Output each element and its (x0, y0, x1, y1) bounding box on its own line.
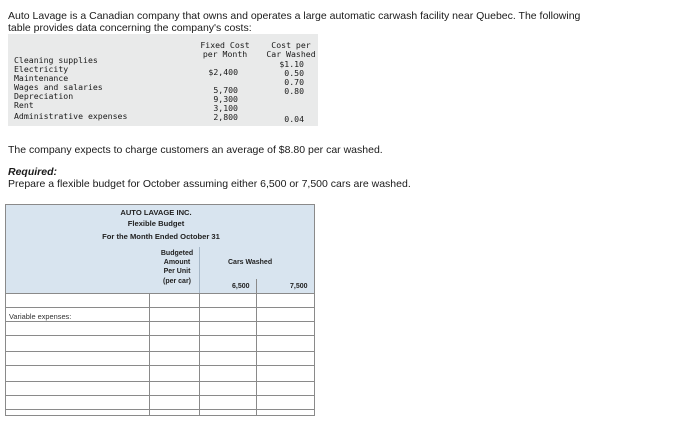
cost-row-label: Administrative expenses (14, 111, 128, 121)
budget-input-cell[interactable] (6, 352, 149, 364)
cost-row-per-car: $1.10 (279, 59, 304, 69)
budget-input-cell[interactable] (6, 322, 149, 334)
fixed-cost-header-line1: Fixed Cost (200, 40, 250, 50)
cost-row-per-car: 0.50 (284, 68, 304, 78)
budget-input-cell[interactable] (6, 396, 149, 408)
fixed-cost-header (200, 41, 250, 59)
cost-per-car-header (262, 41, 320, 59)
cost-row-label: Depreciation (14, 91, 74, 101)
cost-row-per-car: 0.04 (284, 114, 304, 124)
cost-row-label: Rent (14, 100, 34, 110)
budget-input-cell[interactable] (6, 366, 149, 378)
budget-title: Flexible Budget (127, 219, 185, 228)
flexible-budget-grid (5, 204, 315, 416)
cost-row-fixed: 9,300 (213, 94, 238, 104)
volume-6500-header: 6,500 (232, 283, 250, 290)
budget-input-cell[interactable] (6, 382, 149, 394)
cost-data-table (8, 34, 318, 126)
budgeted-header-line3: Per Unit (163, 268, 191, 275)
budgeted-header-line2: Amount (163, 259, 191, 266)
variable-expenses-label: Variable expenses: (9, 312, 72, 321)
budget-company-name: AUTO LAVAGE INC. (120, 208, 192, 217)
cost-row-label: Cleaning supplies (14, 55, 98, 65)
cost-row-fixed: 5,700 (213, 85, 238, 95)
budgeted-header-line1: Budgeted (160, 250, 194, 257)
cost-per-car-header-line1: Cost per (271, 40, 311, 50)
cars-washed-header: Cars Washed (228, 259, 273, 266)
cost-row-per-car: 0.80 (284, 86, 304, 96)
required-heading: Required: (8, 166, 58, 178)
cost-row-per-car: 0.70 (284, 77, 304, 87)
cost-row-label: Maintenance (14, 73, 69, 83)
cost-row-fixed: 2,800 (213, 112, 238, 122)
required-instruction: Prepare a flexible budget for October assuming either 6,500 or 7,500 cars are washed. (8, 178, 411, 190)
budgeted-header-line4: (per car) (162, 278, 191, 285)
volume-7500-header: 7,500 (290, 283, 308, 290)
cost-row-fixed: 3,100 (213, 103, 238, 113)
budgeted-header (152, 249, 202, 286)
cost-row-label: Electricity (14, 64, 69, 74)
cost-per-car-header-line2: Car Washed (266, 48, 316, 59)
fixed-cost-header-line2: per Month (202, 48, 248, 59)
budget-period: For the Month Ended October 31 (102, 232, 220, 241)
problem-intro: Auto Lavage is a Canadian company that owns and operates a large automatic carwash facility near Quebec. The following table provides data concerning the company's costs: (8, 10, 581, 34)
expected-price-text: The company expects to charge customers an average of $8.80 per car washed. (8, 144, 383, 156)
cost-row-fixed: $2,400 (208, 67, 238, 77)
budget-input-cell[interactable] (6, 336, 149, 348)
cost-row-label: Wages and salaries (14, 82, 103, 92)
